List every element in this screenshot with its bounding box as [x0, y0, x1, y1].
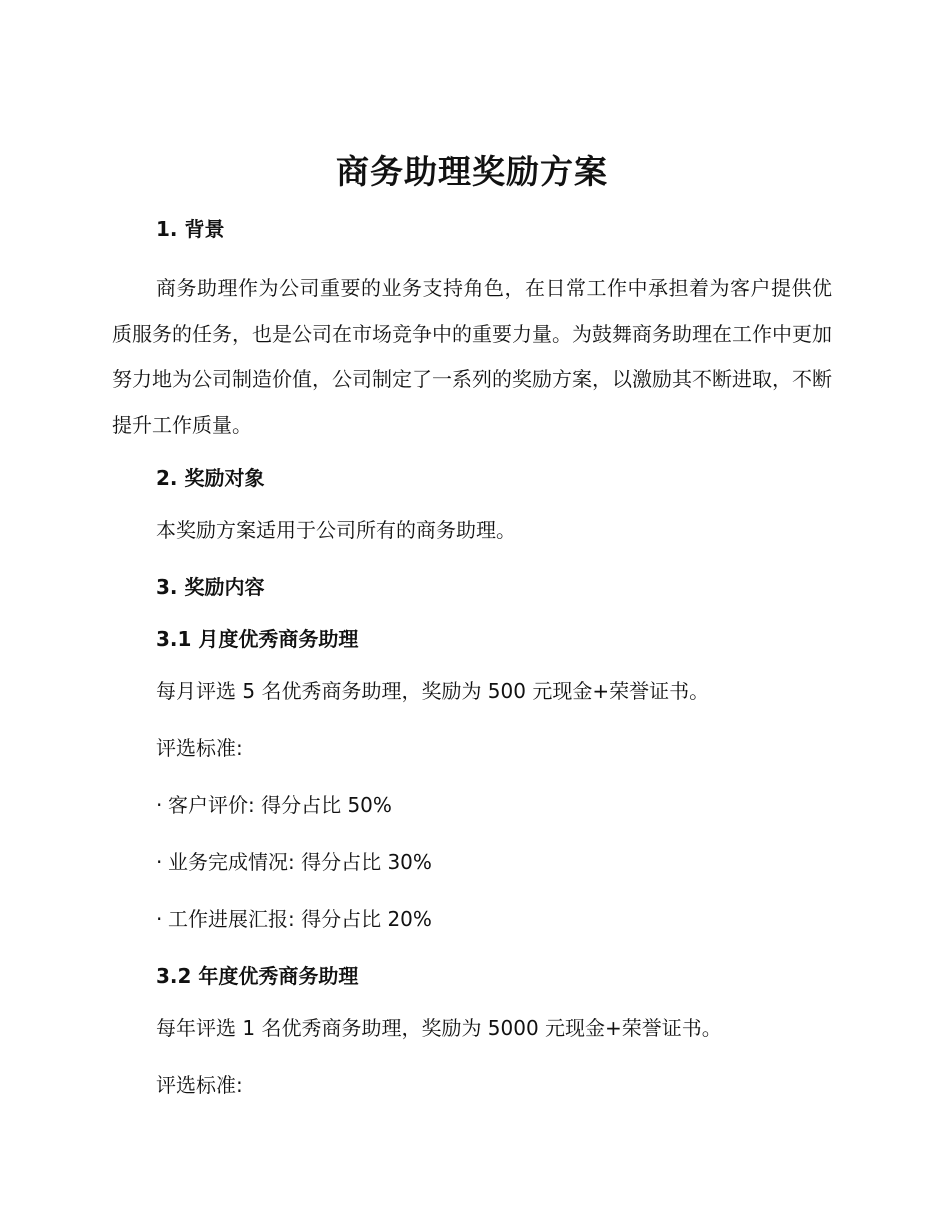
section-heading-content: 3. 奖励内容 [156, 575, 265, 599]
target-text: 本奖励方案适用于公司所有的商务助理。 [156, 518, 516, 542]
bullet-icon: · [156, 907, 163, 931]
section-heading-monthly: 3.1 月度优秀商务助理 [156, 627, 359, 651]
section-heading-background: 1. 背景 [156, 217, 225, 241]
section-heading-target: 2. 奖励对象 [156, 466, 265, 490]
monthly-award-text: 每月评选 5 名优秀商务助理，奖励为 500 元现金+荣誉证书。 [156, 679, 710, 703]
bullet-icon: · [156, 850, 163, 874]
monthly-criteria-item [156, 847, 832, 877]
criteria-item-text: 工作进展汇报: 得分占比 20% [168, 907, 432, 931]
criteria-item-text: 客户评价: 得分占比 50% [168, 793, 392, 817]
monthly-criteria-item [156, 904, 832, 934]
yearly-criteria-label: 评选标准: [156, 1073, 243, 1097]
document-title: 商务助理奖励方案 [336, 152, 608, 191]
section-heading-yearly: 3.2 年度优秀商务助理 [156, 964, 359, 988]
criteria-item-text: 业务完成情况: 得分占比 30% [168, 850, 432, 874]
monthly-criteria-label: 评选标准: [156, 736, 243, 760]
monthly-criteria-item [156, 790, 832, 820]
background-paragraph: 商务助理作为公司重要的业务支持角色，在日常工作中承担着为客户提供优质服务的任务，也是公司在市场竞争中的重要力量。为鼓舞商务助理在工作中更加努力地为公司制造价值，公司制定了一系列的奖励方案，以激励其不断进取，不断提升工作质量。 [112, 276, 832, 437]
bullet-icon: · [156, 793, 163, 817]
yearly-award-text: 每年评选 1 名优秀商务助理，奖励为 5000 元现金+荣誉证书。 [156, 1016, 722, 1040]
